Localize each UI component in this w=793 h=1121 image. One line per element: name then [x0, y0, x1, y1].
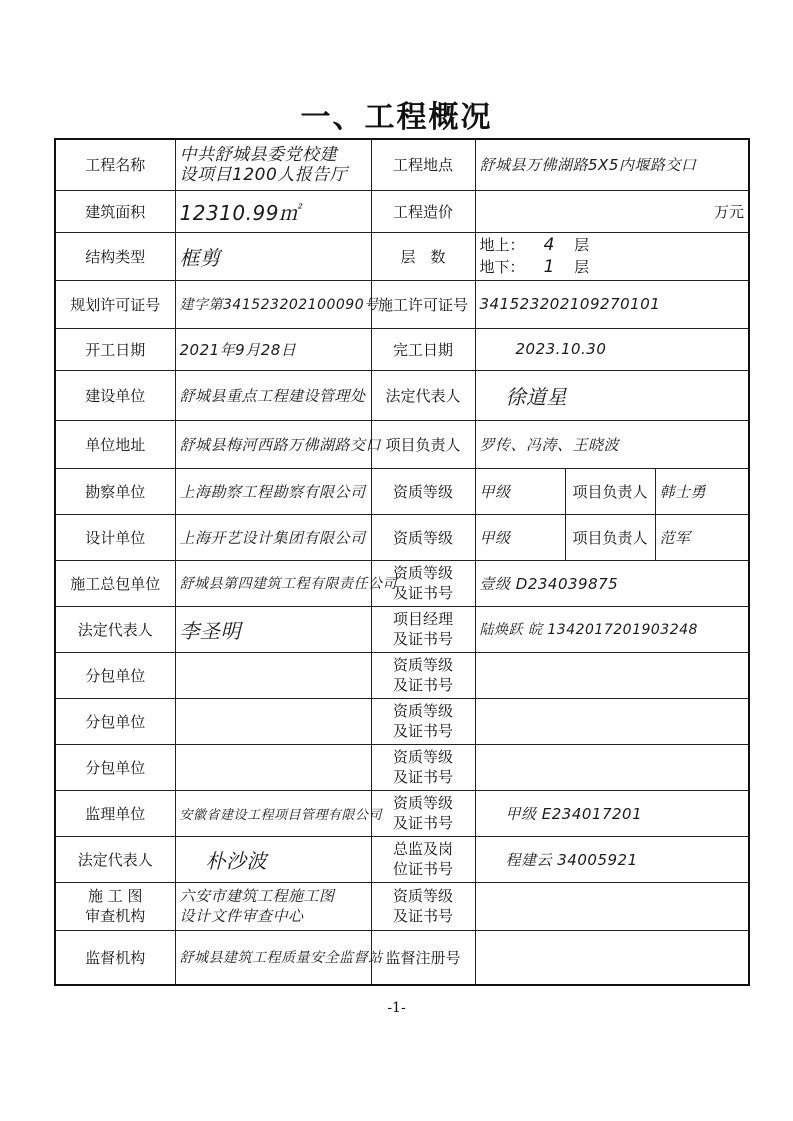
floors-below-unit: 层	[574, 258, 590, 276]
planning-permit-value: 建字第341523202100090号	[175, 280, 371, 328]
row-general-contractor	[55, 560, 749, 606]
drawing-review-label-line2: 审查机构	[85, 907, 146, 925]
supervisory-agency-value: 舒城县建筑工程质量安全监督站	[175, 930, 371, 985]
construction-legal-rep-value: 徐道星	[475, 370, 749, 420]
drawing-review-line1: 六安市建筑工程施工图	[179, 887, 335, 905]
row-area	[55, 190, 749, 232]
sub3-qual-cert-label-line2: 及证书号	[392, 768, 453, 786]
start-date-label: 开工日期	[55, 328, 175, 370]
project-name-label: 工程名称	[55, 139, 175, 190]
survey-grade-label: 资质等级	[371, 468, 475, 514]
floors-value	[475, 232, 749, 280]
supervision-unit-value: 安徽省建设工程项目管理有限公司	[175, 790, 371, 836]
floors-above-count: 4	[543, 235, 555, 255]
construction-pm-value: 罗传、冯涛、王晓波	[475, 420, 749, 468]
gc-pm-cert-label-line2: 及证书号	[392, 630, 453, 648]
gc-pm-cert-value: 陆焕跃 皖 1342017201903248	[475, 606, 749, 652]
gc-legal-rep-label: 法定代表人	[55, 606, 175, 652]
subcontractor-3-label: 分包单位	[55, 744, 175, 790]
row-unit-address	[55, 420, 749, 468]
floors-above-label: 地上：	[479, 236, 525, 254]
supervision-legal-rep-label: 法定代表人	[55, 836, 175, 882]
completion-date-label: 完工日期	[371, 328, 475, 370]
survey-unit-label: 勘察单位	[55, 468, 175, 514]
design-unit-label: 设计单位	[55, 514, 175, 560]
floors-above-unit: 层	[574, 236, 590, 254]
supervision-qual-cert-value: 甲级 E234017201	[475, 790, 749, 836]
design-unit-value: 上海开艺设计集团有限公司	[175, 514, 371, 560]
structure-type-value: 框剪	[175, 232, 371, 280]
construction-unit-value: 舒城县重点工程建设管理处	[175, 370, 371, 420]
sub1-qual-cert-label	[371, 652, 475, 698]
survey-unit-value: 上海勘察工程勘察有限公司	[175, 468, 371, 514]
row-survey	[55, 468, 749, 514]
survey-pm-value: 韩士勇	[655, 468, 749, 514]
subcontractor-2-value	[175, 698, 371, 744]
chief-supervisor-label-line2: 位证书号	[392, 860, 453, 878]
chief-supervisor-label	[371, 836, 475, 882]
row-design	[55, 514, 749, 560]
project-name-value	[175, 139, 371, 190]
drawing-review-label-line1: 施 工 图	[87, 887, 143, 905]
review-qual-cert-label	[371, 882, 475, 930]
drawing-review-line2: 设计文件审查中心	[179, 907, 304, 925]
row-gc-legal-rep	[55, 606, 749, 652]
project-location-label: 工程地点	[371, 139, 475, 190]
row-subcontractor-3	[55, 744, 749, 790]
survey-grade-value: 甲级	[475, 468, 565, 514]
construction-legal-rep-label: 法定代表人	[371, 370, 475, 420]
project-name-line2: 设项目1200人报告厅	[179, 164, 348, 185]
row-supervision	[55, 790, 749, 836]
review-qual-cert-label-line2: 及证书号	[392, 907, 453, 925]
design-pm-label: 项目负责人	[565, 514, 655, 560]
survey-pm-label: 项目负责人	[565, 468, 655, 514]
supervision-legal-rep-value: 朴沙波	[175, 836, 371, 882]
building-area-value: 12310.99㎡	[175, 190, 371, 232]
building-area-label: 建筑面积	[55, 190, 175, 232]
subcontractor-1-label: 分包单位	[55, 652, 175, 698]
row-structure	[55, 232, 749, 280]
drawing-review-value	[175, 882, 371, 930]
floors-label: 层 数	[371, 232, 475, 280]
sub2-qual-cert-label	[371, 698, 475, 744]
floors-below-count: 1	[543, 257, 555, 277]
project-cost-label: 工程造价	[371, 190, 475, 232]
sub3-qual-cert-label-line1: 资质等级	[392, 748, 453, 766]
sub3-qual-cert-value	[475, 744, 749, 790]
project-overview-table	[54, 138, 750, 986]
supervision-qual-cert-label-line2: 及证书号	[392, 814, 453, 832]
supervision-qual-cert-label	[371, 790, 475, 836]
subcontractor-3-value	[175, 744, 371, 790]
row-subcontractor-1	[55, 652, 749, 698]
row-supervision-legal	[55, 836, 749, 882]
project-name-line1: 中共舒城县委党校建	[179, 144, 337, 165]
sub2-qual-cert-label-line1: 资质等级	[392, 702, 453, 720]
subcontractor-2-label: 分包单位	[55, 698, 175, 744]
sub1-qual-cert-label-line1: 资质等级	[392, 656, 453, 674]
supervision-unit-label: 监理单位	[55, 790, 175, 836]
row-project-name	[55, 139, 749, 190]
planning-permit-label: 规划许可证号	[55, 280, 175, 328]
start-date-value: 2021年9月28日	[175, 328, 371, 370]
floors-below-label: 地下：	[479, 258, 525, 276]
subcontractor-1-value	[175, 652, 371, 698]
review-qual-cert-value	[475, 882, 749, 930]
gc-qual-cert-value: 壹级 D234039875	[475, 560, 749, 606]
design-grade-label: 资质等级	[371, 514, 475, 560]
gc-legal-rep-value: 李圣明	[175, 606, 371, 652]
floors-above	[480, 234, 745, 256]
sub2-qual-cert-value	[475, 698, 749, 744]
sub3-qual-cert-label	[371, 744, 475, 790]
supervisory-agency-label: 监督机构	[55, 930, 175, 985]
sub1-qual-cert-label-line2: 及证书号	[392, 676, 453, 694]
gc-pm-cert-label-line1: 项目经理	[392, 610, 453, 628]
chief-supervisor-label-line1: 总监及岗	[392, 840, 453, 858]
sub1-qual-cert-value	[475, 652, 749, 698]
drawing-review-label	[55, 882, 175, 930]
unit-address-value: 舒城县梅河西路万佛湖路交口	[175, 420, 371, 468]
page-title: 一、工程概况	[300, 100, 493, 135]
sub2-qual-cert-label-line2: 及证书号	[392, 722, 453, 740]
gc-qual-cert-label-line1: 资质等级	[392, 564, 453, 582]
row-dates	[55, 328, 749, 370]
project-location-value: 舒城县万佛湖路5X5内堰路交口	[475, 139, 749, 190]
general-contractor-label: 施工总包单位	[55, 560, 175, 606]
design-pm-value: 范军	[655, 514, 749, 560]
general-contractor-value: 舒城县第四建筑工程有限责任公司	[175, 560, 371, 606]
row-subcontractor-2	[55, 698, 749, 744]
project-cost-unit: 万元	[475, 190, 749, 232]
unit-address-label: 单位地址	[55, 420, 175, 468]
row-drawing-review	[55, 882, 749, 930]
gc-pm-cert-label	[371, 606, 475, 652]
row-construction-unit	[55, 370, 749, 420]
review-qual-cert-label-line1: 资质等级	[392, 887, 453, 905]
supervision-reg-no-value	[475, 930, 749, 985]
gc-qual-cert-label-line2: 及证书号	[392, 584, 453, 602]
row-supervisory-agency	[55, 930, 749, 985]
floors-below	[480, 256, 745, 278]
construction-unit-label: 建设单位	[55, 370, 175, 420]
construction-pm-label: 项目负责人	[371, 420, 475, 468]
chief-supervisor-cert-value: 程建云 34005921	[475, 836, 749, 882]
completion-date-value: 2023.10.30	[475, 328, 749, 370]
supervision-qual-cert-label-line1: 资质等级	[392, 794, 453, 812]
supervision-reg-no-label: 监督注册号	[371, 930, 475, 985]
construction-permit-label: 施工许可证号	[371, 280, 475, 328]
structure-type-label: 结构类型	[55, 232, 175, 280]
row-permits	[55, 280, 749, 328]
construction-permit-value: 341523202109270101	[475, 280, 749, 328]
page-number: -1-	[387, 1000, 406, 1016]
design-grade-value: 甲级	[475, 514, 565, 560]
